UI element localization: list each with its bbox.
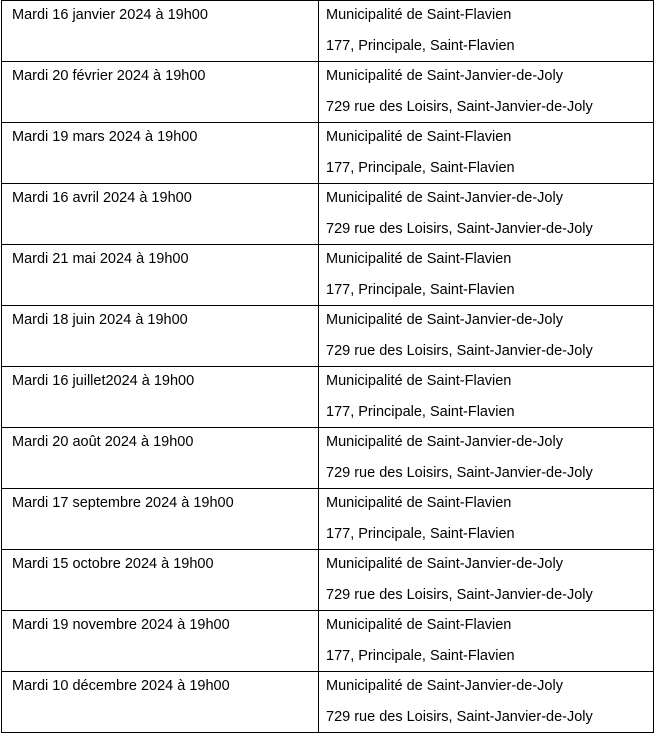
table-row: [2, 489, 654, 550]
meeting-address: 729 rue des Loisirs, Saint-Janvier-de-Joly: [326, 465, 593, 481]
meeting-date: Mardi 18 juin 2024 à 19h00: [2, 306, 319, 367]
meeting-address: 177, Principale, Saint-Flavien: [326, 160, 515, 176]
meeting-address: 177, Principale, Saint-Flavien: [326, 38, 515, 54]
meeting-venue: Municipalité de Saint-Janvier-de-Joly: [326, 68, 563, 84]
meeting-venue: Municipalité de Saint-Janvier-de-Joly: [326, 434, 563, 450]
meeting-address: 177, Principale, Saint-Flavien: [326, 282, 515, 298]
meeting-address: 729 rue des Loisirs, Saint-Janvier-de-Joly: [326, 709, 593, 725]
meeting-venue: Municipalité de Saint-Flavien: [326, 495, 512, 511]
meeting-address: 177, Principale, Saint-Flavien: [326, 526, 515, 542]
table-row: [2, 672, 654, 733]
meeting-date: Mardi 19 novembre 2024 à 19h00: [2, 611, 319, 672]
meeting-location: [319, 123, 654, 184]
meeting-date: Mardi 16 avril 2024 à 19h00: [2, 184, 319, 245]
meeting-location: [319, 550, 654, 611]
meeting-date: Mardi 15 octobre 2024 à 19h00: [2, 550, 319, 611]
table-row: [2, 367, 654, 428]
meeting-venue: Municipalité de Saint-Janvier-de-Joly: [326, 190, 563, 206]
meeting-date: Mardi 20 février 2024 à 19h00: [2, 62, 319, 123]
meeting-location: [319, 428, 654, 489]
meeting-date: Mardi 16 juillet2024 à 19h00: [2, 367, 319, 428]
meeting-schedule-table: [1, 0, 654, 733]
table-row: [2, 306, 654, 367]
meeting-venue: Municipalité de Saint-Janvier-de-Joly: [326, 556, 563, 572]
meeting-location: [319, 245, 654, 306]
table-row: [2, 611, 654, 672]
meeting-date: Mardi 16 janvier 2024 à 19h00: [2, 1, 319, 62]
meeting-address: 177, Principale, Saint-Flavien: [326, 404, 515, 420]
meeting-address: 177, Principale, Saint-Flavien: [326, 648, 515, 664]
table-row: [2, 123, 654, 184]
table-row: [2, 428, 654, 489]
table-row: [2, 62, 654, 123]
meeting-venue: Municipalité de Saint-Flavien: [326, 617, 512, 633]
meeting-venue: Municipalité de Saint-Flavien: [326, 373, 512, 389]
meeting-location: [319, 672, 654, 733]
meeting-location: [319, 306, 654, 367]
table-row: [2, 550, 654, 611]
meeting-address: 729 rue des Loisirs, Saint-Janvier-de-Joly: [326, 99, 593, 115]
meeting-venue: Municipalité de Saint-Flavien: [326, 129, 512, 145]
meeting-venue: Municipalité de Saint-Janvier-de-Joly: [326, 312, 563, 328]
meeting-address: 729 rue des Loisirs, Saint-Janvier-de-Joly: [326, 221, 593, 237]
table-row: [2, 184, 654, 245]
table-row: [2, 245, 654, 306]
meeting-location: [319, 611, 654, 672]
meeting-venue: Municipalité de Saint-Flavien: [326, 251, 512, 267]
meeting-address: 729 rue des Loisirs, Saint-Janvier-de-Joly: [326, 343, 593, 359]
table-row: [2, 1, 654, 62]
meeting-date: Mardi 19 mars 2024 à 19h00: [2, 123, 319, 184]
meeting-location: [319, 184, 654, 245]
meeting-location: [319, 62, 654, 123]
meeting-venue: Municipalité de Saint-Flavien: [326, 7, 512, 23]
meeting-address: 729 rue des Loisirs, Saint-Janvier-de-Joly: [326, 587, 593, 603]
meeting-date: Mardi 10 décembre 2024 à 19h00: [2, 672, 319, 733]
meeting-venue: Municipalité de Saint-Janvier-de-Joly: [326, 678, 563, 694]
meeting-location: [319, 489, 654, 550]
meeting-schedule-body: [2, 1, 654, 733]
meeting-date: Mardi 21 mai 2024 à 19h00: [2, 245, 319, 306]
meeting-location: [319, 367, 654, 428]
meeting-location: [319, 1, 654, 62]
meeting-date: Mardi 20 août 2024 à 19h00: [2, 428, 319, 489]
meeting-date: Mardi 17 septembre 2024 à 19h00: [2, 489, 319, 550]
